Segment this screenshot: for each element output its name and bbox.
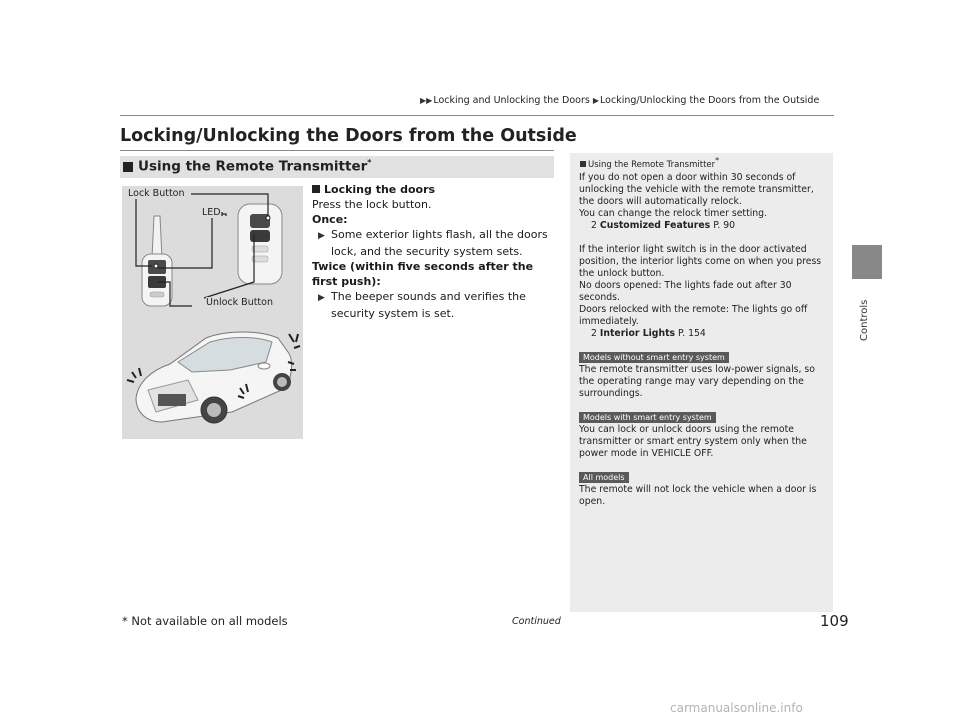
intro-text: Press the lock button.: [312, 198, 432, 211]
page-title: Locking/Unlocking the Doors from the Outside: [120, 126, 577, 146]
model-tag: Models with smart entry system: [579, 412, 716, 423]
sidebar-paragraph: The remote transmitter uses low-power signals, so the operating range may vary depending on the surroundings.: [579, 364, 815, 399]
sidebar-paragraph: You can lock or unlock doors using the remote transmitter or smart entry system only when the power mode in VEHICLE OFF.: [579, 424, 807, 459]
title-divider: [120, 150, 554, 151]
header-divider: [120, 115, 834, 116]
cross-reference[interactable]: 2 Interior Lights P. 154: [591, 328, 706, 339]
sidebar-paragraph: If you do not open a door within 30 seconds of unlocking the vehicle with the remote transmitter, the doors will automatically relock.: [579, 172, 814, 207]
key-fob-icon: [142, 216, 172, 306]
remote-transmitter-illustration: [122, 186, 303, 439]
square-bullet-icon: [312, 185, 320, 193]
sidebar-paragraph: No doors opened: The lights fade out after 30 seconds.: [579, 280, 792, 303]
section-title: Using the Remote Transmitter: [138, 158, 368, 175]
twice-text: ▶ The beeper sounds and verifies the security system is set.: [318, 290, 526, 320]
model-tag: Models without smart entry system: [579, 352, 729, 363]
sidebar-paragraph: You can change the relock timer setting.: [579, 208, 768, 219]
reference-arrow-icon: 2: [591, 220, 597, 231]
sidebar-paragraph: The remote will not lock the vehicle when a door is open.: [579, 484, 817, 507]
sidebar-paragraph: If the interior light switch is in the door activated position, the interior lights come on when you press the unlock button.: [579, 244, 822, 279]
led-label: LED: [202, 207, 221, 218]
continued-label: Continued: [512, 616, 561, 627]
footnote: * Not available on all models: [122, 614, 288, 628]
lock-button-label: Lock Button: [128, 188, 185, 199]
keyless-remote-icon: [238, 204, 282, 284]
once-label: Once:: [312, 213, 348, 226]
section-asterisk: *: [367, 158, 372, 167]
chapter-tab: [852, 245, 882, 279]
double-arrow-icon: ▶▶: [420, 96, 433, 105]
arrow-icon: ▶: [592, 96, 600, 105]
breadcrumb-level2: Locking/Unlocking the Doors from the Outside: [600, 95, 820, 106]
sidebar-body: [579, 172, 825, 508]
cross-reference[interactable]: 2 Customized Features P. 90: [591, 220, 736, 231]
breadcrumb-level1: Locking and Unlocking the Doors: [433, 95, 590, 106]
triangle-icon: ▶: [318, 293, 325, 303]
main-text: [312, 182, 552, 321]
section-square-icon: [123, 162, 133, 172]
note-marker-icon: [580, 161, 586, 167]
model-tag: All models: [579, 472, 629, 483]
remote-and-car-drawing: [122, 186, 303, 439]
sidebar-paragraph: Doors relocked with the remote: The lights go off immediately.: [579, 304, 808, 327]
unlock-button-label: Unlock Button: [206, 297, 273, 308]
chapter-tab-label: Controls: [859, 299, 870, 341]
sidebar-heading: Using the Remote Transmitter*: [580, 156, 719, 170]
page-number: 109: [820, 612, 849, 630]
watermark: carmanualsonline.info: [670, 701, 803, 715]
subheading: Locking the doors: [312, 182, 552, 197]
once-text: ▶ Some exterior lights flash, all the doors lock, and the security system sets.: [318, 228, 548, 258]
section-header: [120, 156, 554, 178]
car-icon: [136, 332, 292, 423]
breadcrumb: [420, 95, 819, 106]
reference-arrow-icon: 2: [591, 328, 597, 339]
triangle-icon: ▶: [318, 231, 325, 241]
twice-label: Twice (within five seconds after the first push):: [312, 260, 534, 288]
